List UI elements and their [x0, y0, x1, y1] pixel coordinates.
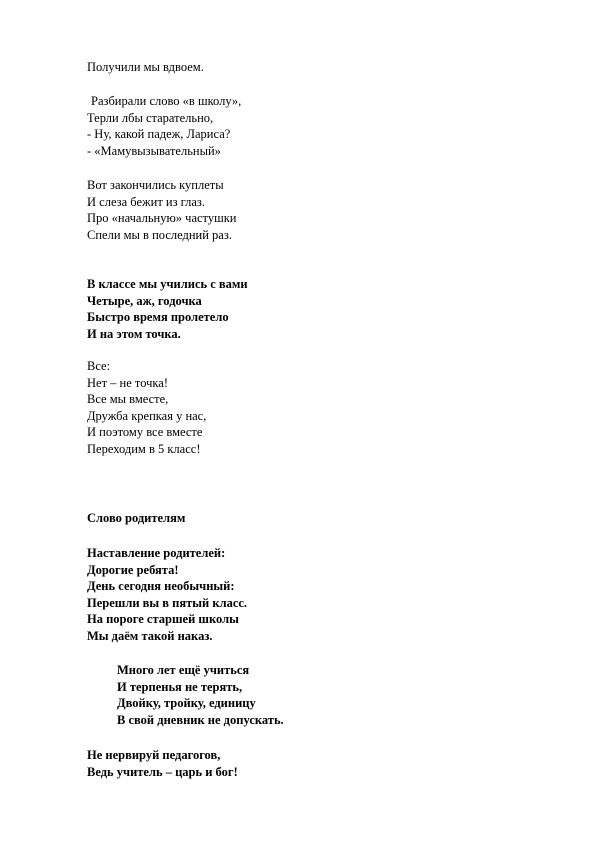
stanza-8: [87, 747, 238, 780]
text-line: Нет – не точка!: [87, 375, 169, 390]
text-line: Ведь учитель – царь и бог!: [87, 764, 238, 779]
text-line: Все мы вместе,: [87, 392, 169, 407]
text-line: Двойку, тройку, единицу: [117, 696, 256, 711]
stanza-5: [87, 358, 206, 458]
text-line: Не нервируй педагогов,: [87, 748, 221, 762]
text-line: Дружба крепкая у нас,: [87, 408, 207, 423]
text-line: Дорогие ребята!: [87, 562, 179, 577]
text-line: Спели мы в последний раз.: [87, 227, 232, 242]
text-line: Быстро время пролетело: [87, 310, 229, 325]
text-line: Получили мы вдвоем.: [87, 60, 204, 74]
text-line: Разбирали слово «в школу»,: [91, 94, 242, 108]
text-line: Все:: [87, 359, 111, 373]
text-line: Про «начальную» частушки: [87, 211, 237, 226]
stanza-7: [117, 662, 284, 728]
text-line: И на этом точка.: [87, 326, 181, 341]
text-line: Четыре, аж, годочка: [87, 293, 202, 308]
text-line: Много лет ещё учиться: [117, 663, 250, 677]
text-line: Терли лбы старательно,: [87, 110, 214, 125]
stanza-1: [87, 59, 204, 76]
text-line: - «Мамувызывательный»: [87, 143, 221, 158]
stanza-4: [87, 276, 248, 342]
heading-text: Слово родителям: [87, 511, 186, 525]
text-line: - Ну, какой падеж, Лариса?: [87, 127, 231, 142]
text-line: И терпенья не терять,: [117, 679, 243, 694]
text-line: В свой дневник не допускать.: [117, 712, 284, 727]
text-line: В классе мы учились с вами: [87, 277, 248, 291]
text-line: На пороге старшей школы: [87, 612, 239, 627]
text-line: Переходим в 5 класс!: [87, 441, 201, 456]
section-heading: [87, 510, 185, 527]
stanza-2: [87, 93, 241, 159]
text-line: И поэтому все вместе: [87, 425, 203, 440]
text-line: Перешли вы в пятый класс.: [87, 595, 248, 610]
text-line: Вот закончились куплеты: [87, 178, 224, 192]
text-line: День сегодня необычный:: [87, 579, 235, 594]
text-line: Мы даём такой наказ.: [87, 628, 213, 643]
stanza-6: [87, 545, 247, 645]
text-line: И слеза бежит из глаз.: [87, 194, 205, 209]
stanza-3: [87, 177, 237, 243]
text-line: Наставление родителей:: [87, 546, 226, 560]
